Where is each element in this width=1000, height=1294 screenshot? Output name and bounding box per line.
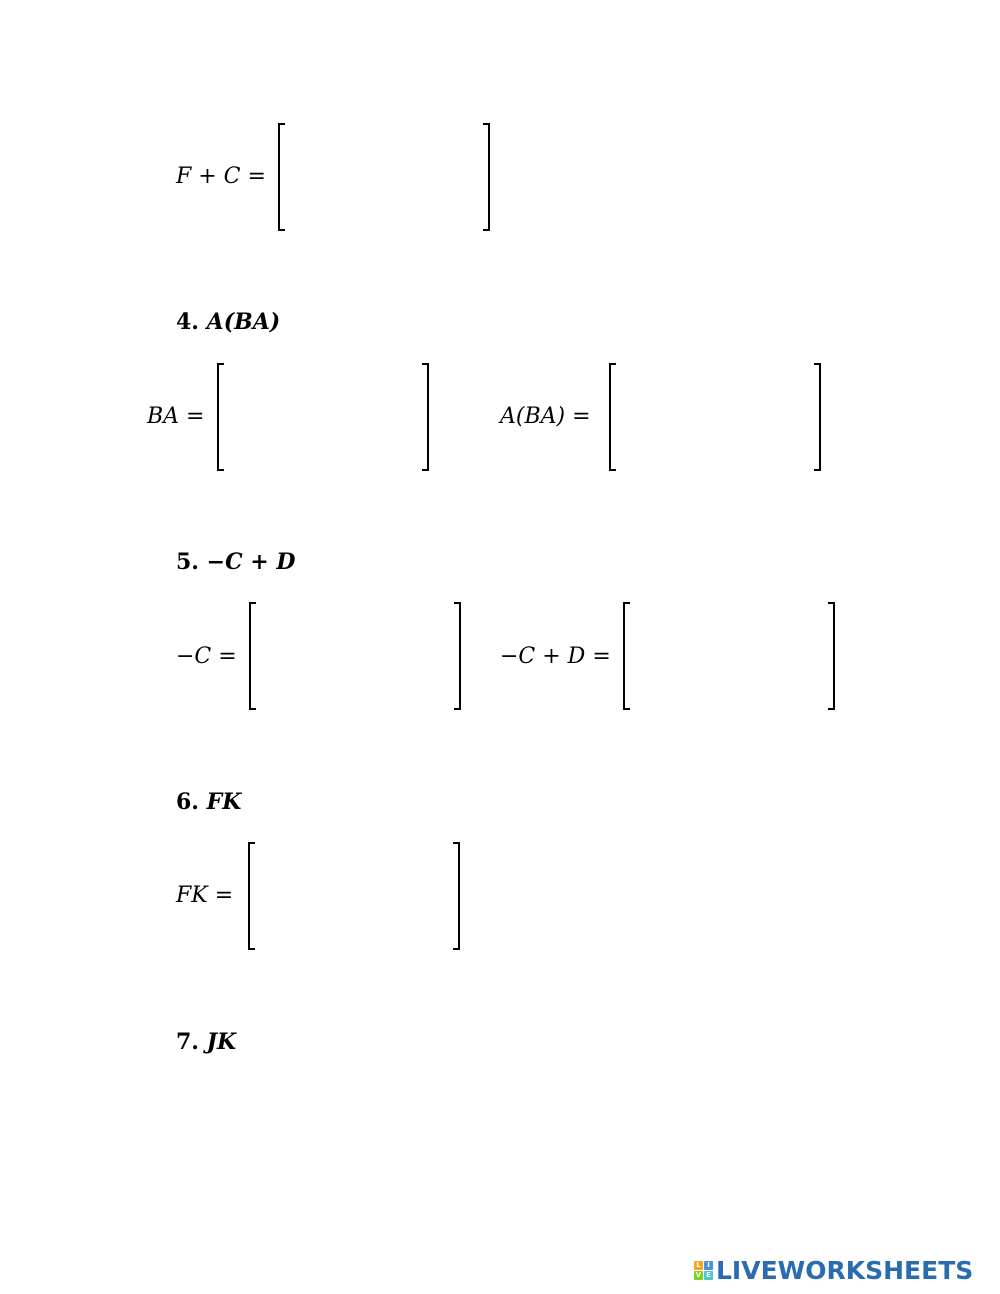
left-bracket [623,602,630,710]
problem-4-heading [176,311,280,333]
right-bracket [828,602,835,710]
answer-area-neg-c-plus-d[interactable] [633,606,825,706]
left-bracket [278,123,285,231]
answer-area-f-plus-c[interactable] [288,127,480,227]
left-bracket [609,363,616,471]
right-bracket [483,123,490,231]
logo-mark-letter: E [704,1271,713,1280]
left-bracket [217,363,224,471]
problem-7-heading [176,1031,236,1053]
right-bracket [422,363,429,471]
matrix-ba [217,363,429,471]
answer-area-ba[interactable] [227,367,419,467]
problem-expression: JK [206,1029,237,1055]
logo-mark-icon [694,1261,713,1280]
left-bracket [248,842,255,950]
right-bracket [454,602,461,710]
expression-neg-c: −C = [176,644,237,669]
right-bracket [453,842,460,950]
logo-mark-letter: V [695,1270,702,1279]
right-bracket [814,363,821,471]
matrix-neg-c [249,602,461,710]
matrix-neg-c-plus-d [623,602,835,710]
answer-area-neg-c[interactable] [259,606,451,706]
problem-number: 4. [176,309,207,335]
problem-expression: −C + D [206,549,296,575]
expression-neg-c-plus-d: −C + D = [500,644,611,669]
problem-expression: A(BA) [206,309,281,335]
expression-a-ba: A(BA) = [500,404,591,429]
logo-mark-letter: L [694,1261,703,1270]
matrix-f-plus-c [278,123,490,231]
problem-number: 6. [176,789,207,815]
problem-expression: FK [206,789,242,815]
expression-ba: BA = [147,404,205,429]
liveworksheets-logo [694,1256,973,1284]
matrix-fk [248,842,460,950]
answer-area-fk[interactable] [258,846,450,946]
logo-text: LIVEWORKSHEETS [716,1255,974,1285]
problem-6-heading [176,791,241,813]
left-bracket [249,602,256,710]
logo-mark-letter: I [704,1261,713,1270]
problem-5-heading [176,551,295,573]
problem-number: 7. [176,1029,207,1055]
answer-area-a-ba[interactable] [619,367,811,467]
problem-number: 5. [176,549,207,575]
expression-fk: FK = [176,883,234,908]
expression-f-plus-c: F + C = [176,164,266,189]
matrix-a-ba [609,363,821,471]
